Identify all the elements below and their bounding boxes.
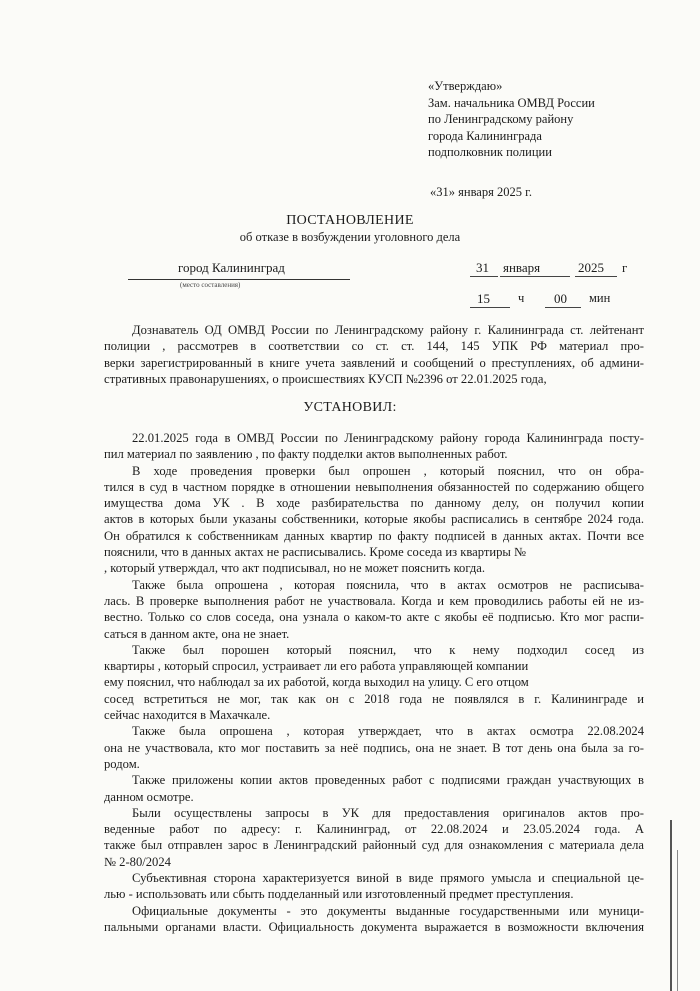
text-line: Также была опрошена , которая пояснила, что в актах осмотров не расписыва- [132, 577, 644, 592]
text-line: ему пояснил, что наблюдал за их работой, когда выходил на улицу. С его отцом [104, 675, 529, 690]
time-minutes: 00 [554, 291, 567, 306]
text-line: № 2-80/2024 [104, 854, 171, 869]
time-minutes-label: мин [589, 291, 611, 305]
text-line: Были осуществлены запросы в УК для предоставления оригиналов актов про- [132, 805, 644, 820]
text-line: Также была опрошена , которая утверждает, что в актах осмотра 22.08.2024 [132, 724, 644, 739]
text-line: Он обратился к собственникам данных квартир по факту подписей в данных актах. Почти все [104, 528, 644, 543]
text-line: вестно. Только со слов соседа, она узнала о каком-то акте с якобы её подписью. Кто мог распи- [104, 610, 644, 625]
text-line: Также был порошен который пояснил, что к нему подходил сосед из [132, 642, 644, 657]
date-month-underline [500, 276, 570, 277]
text-line: В ходе проведения проверки был опрошен , который пояснил, что он обра- [132, 463, 644, 478]
text-line: имущества дома УК . В ходе разбирательства по данному делу, он получил копии [104, 496, 644, 511]
approval-line: города Калининграда [428, 128, 542, 143]
text-line: тился в суд в частном порядке в отношении невыполнения обязанностей по содержанию общего [104, 479, 644, 494]
scan-edge-shadow [677, 850, 678, 991]
text-line: Дознаватель ОД ОМВД России по Ленинградскому району г. Калининграда ст. лейтенант [132, 323, 644, 337]
intro-paragraph [104, 322, 644, 387]
text-line: верки зарегистрированный в книге учета заявлений и сообщений о преступлениях, об админи- [104, 355, 644, 370]
document-subtitle: об отказе в возбуждении уголовного дела [239, 230, 461, 244]
date-suffix: г [622, 260, 628, 275]
date-day: 31 [476, 260, 489, 275]
section-heading: УСТАНОВИЛ: [303, 400, 397, 415]
text-line: пальными органами власти. Официальность документа выражается в возможности включения [104, 919, 644, 934]
place-caption: (место составления) [180, 281, 241, 289]
text-line: Официальные документы - это документы выданные государственными или муници- [132, 903, 644, 918]
text-line: пояснили, что в данных актах не расписывались. Кроме соседа из квартиры № [104, 545, 527, 560]
date-year: 2025 [578, 260, 604, 275]
text-line: данном осмотре. [104, 789, 194, 804]
text-line: Субъективная сторона характеризуется виной в виде прямого умысла и специальной це- [132, 871, 644, 886]
date-year-underline [575, 276, 617, 277]
text-line: веденные работ по адресу: г. Калининград, от 22.08.2024 и 23.05.2024 года. А [104, 822, 644, 837]
text-line: родом. [104, 756, 140, 771]
approval-line: «Утверждаю» [428, 79, 503, 93]
time-minutes-underline [545, 307, 581, 308]
document-title: ПОСТАНОВЛЕНИЕ [286, 213, 414, 228]
text-line: сейчас находится в Махачкале. [104, 708, 271, 723]
text-line: также был отправлен зарос в Ленинградский районный суд для ознакомления с материала дела [104, 838, 644, 853]
text-line: саться в данном акте, она не знает. [104, 626, 290, 641]
findings-body [104, 430, 644, 935]
text-line: она не участвовала, кто мог поставить за неё подпись, она не знает. В тот день она была за го- [104, 740, 644, 755]
time-hours-underline [470, 307, 510, 308]
text-line: квартиры , который спросил, устраивает ли его работа управляющей компании [104, 659, 529, 674]
date-month: января [503, 260, 541, 275]
approval-date: «31» января 2025 г. [430, 185, 532, 199]
approval-line: подполковник полиции [428, 145, 552, 159]
scan-edge-shadow [670, 820, 672, 991]
text-line: , который утверждал, что акт подписывал, но не может пояснить когда. [104, 561, 486, 576]
approval-line: по Ленинградскому району [428, 112, 574, 126]
text-line: полиции , рассмотрев в соответствии со ст. ст. 144, 145 УПК РФ материал про- [104, 339, 644, 354]
text-line: лью - использовать или сбыть подделанный или изготовленный предмет преступления. [104, 887, 574, 902]
text-line: Также приложены копии актов проведенных работ с подписями граждан участвующих в [132, 773, 644, 788]
text-line: лась. В проверке выполнения работ не участвовала. Когда и кем проводились работы ей не из- [104, 593, 644, 608]
text-line: стративных правонарушениях, о происшествиях КУСП №2396 от 22.01.2025 года, [104, 371, 547, 386]
time-hours: 15 [477, 291, 490, 306]
text-line: актов в которых были указаны собственники, которые якобы расписались в сентябре 2024 года. [104, 512, 644, 527]
time-hours-label: ч [518, 291, 525, 305]
approval-line: Зам. начальника ОМВД России [428, 95, 595, 110]
text-line: 22.01.2025 года в ОМВД России по Ленинградскому району города Калининграда посту- [132, 431, 644, 445]
text-line: сосед встретиться не мог, так как он с 2018 года не появлялся в г. Калининграде и [104, 691, 644, 706]
approval-block [428, 78, 595, 161]
place-underline [128, 279, 350, 280]
place-of-issue: город Калининград [178, 260, 285, 275]
text-line: пил материал по заявлению , по факту подделки актов выполненных работ. [104, 447, 508, 462]
date-day-underline [470, 276, 498, 277]
